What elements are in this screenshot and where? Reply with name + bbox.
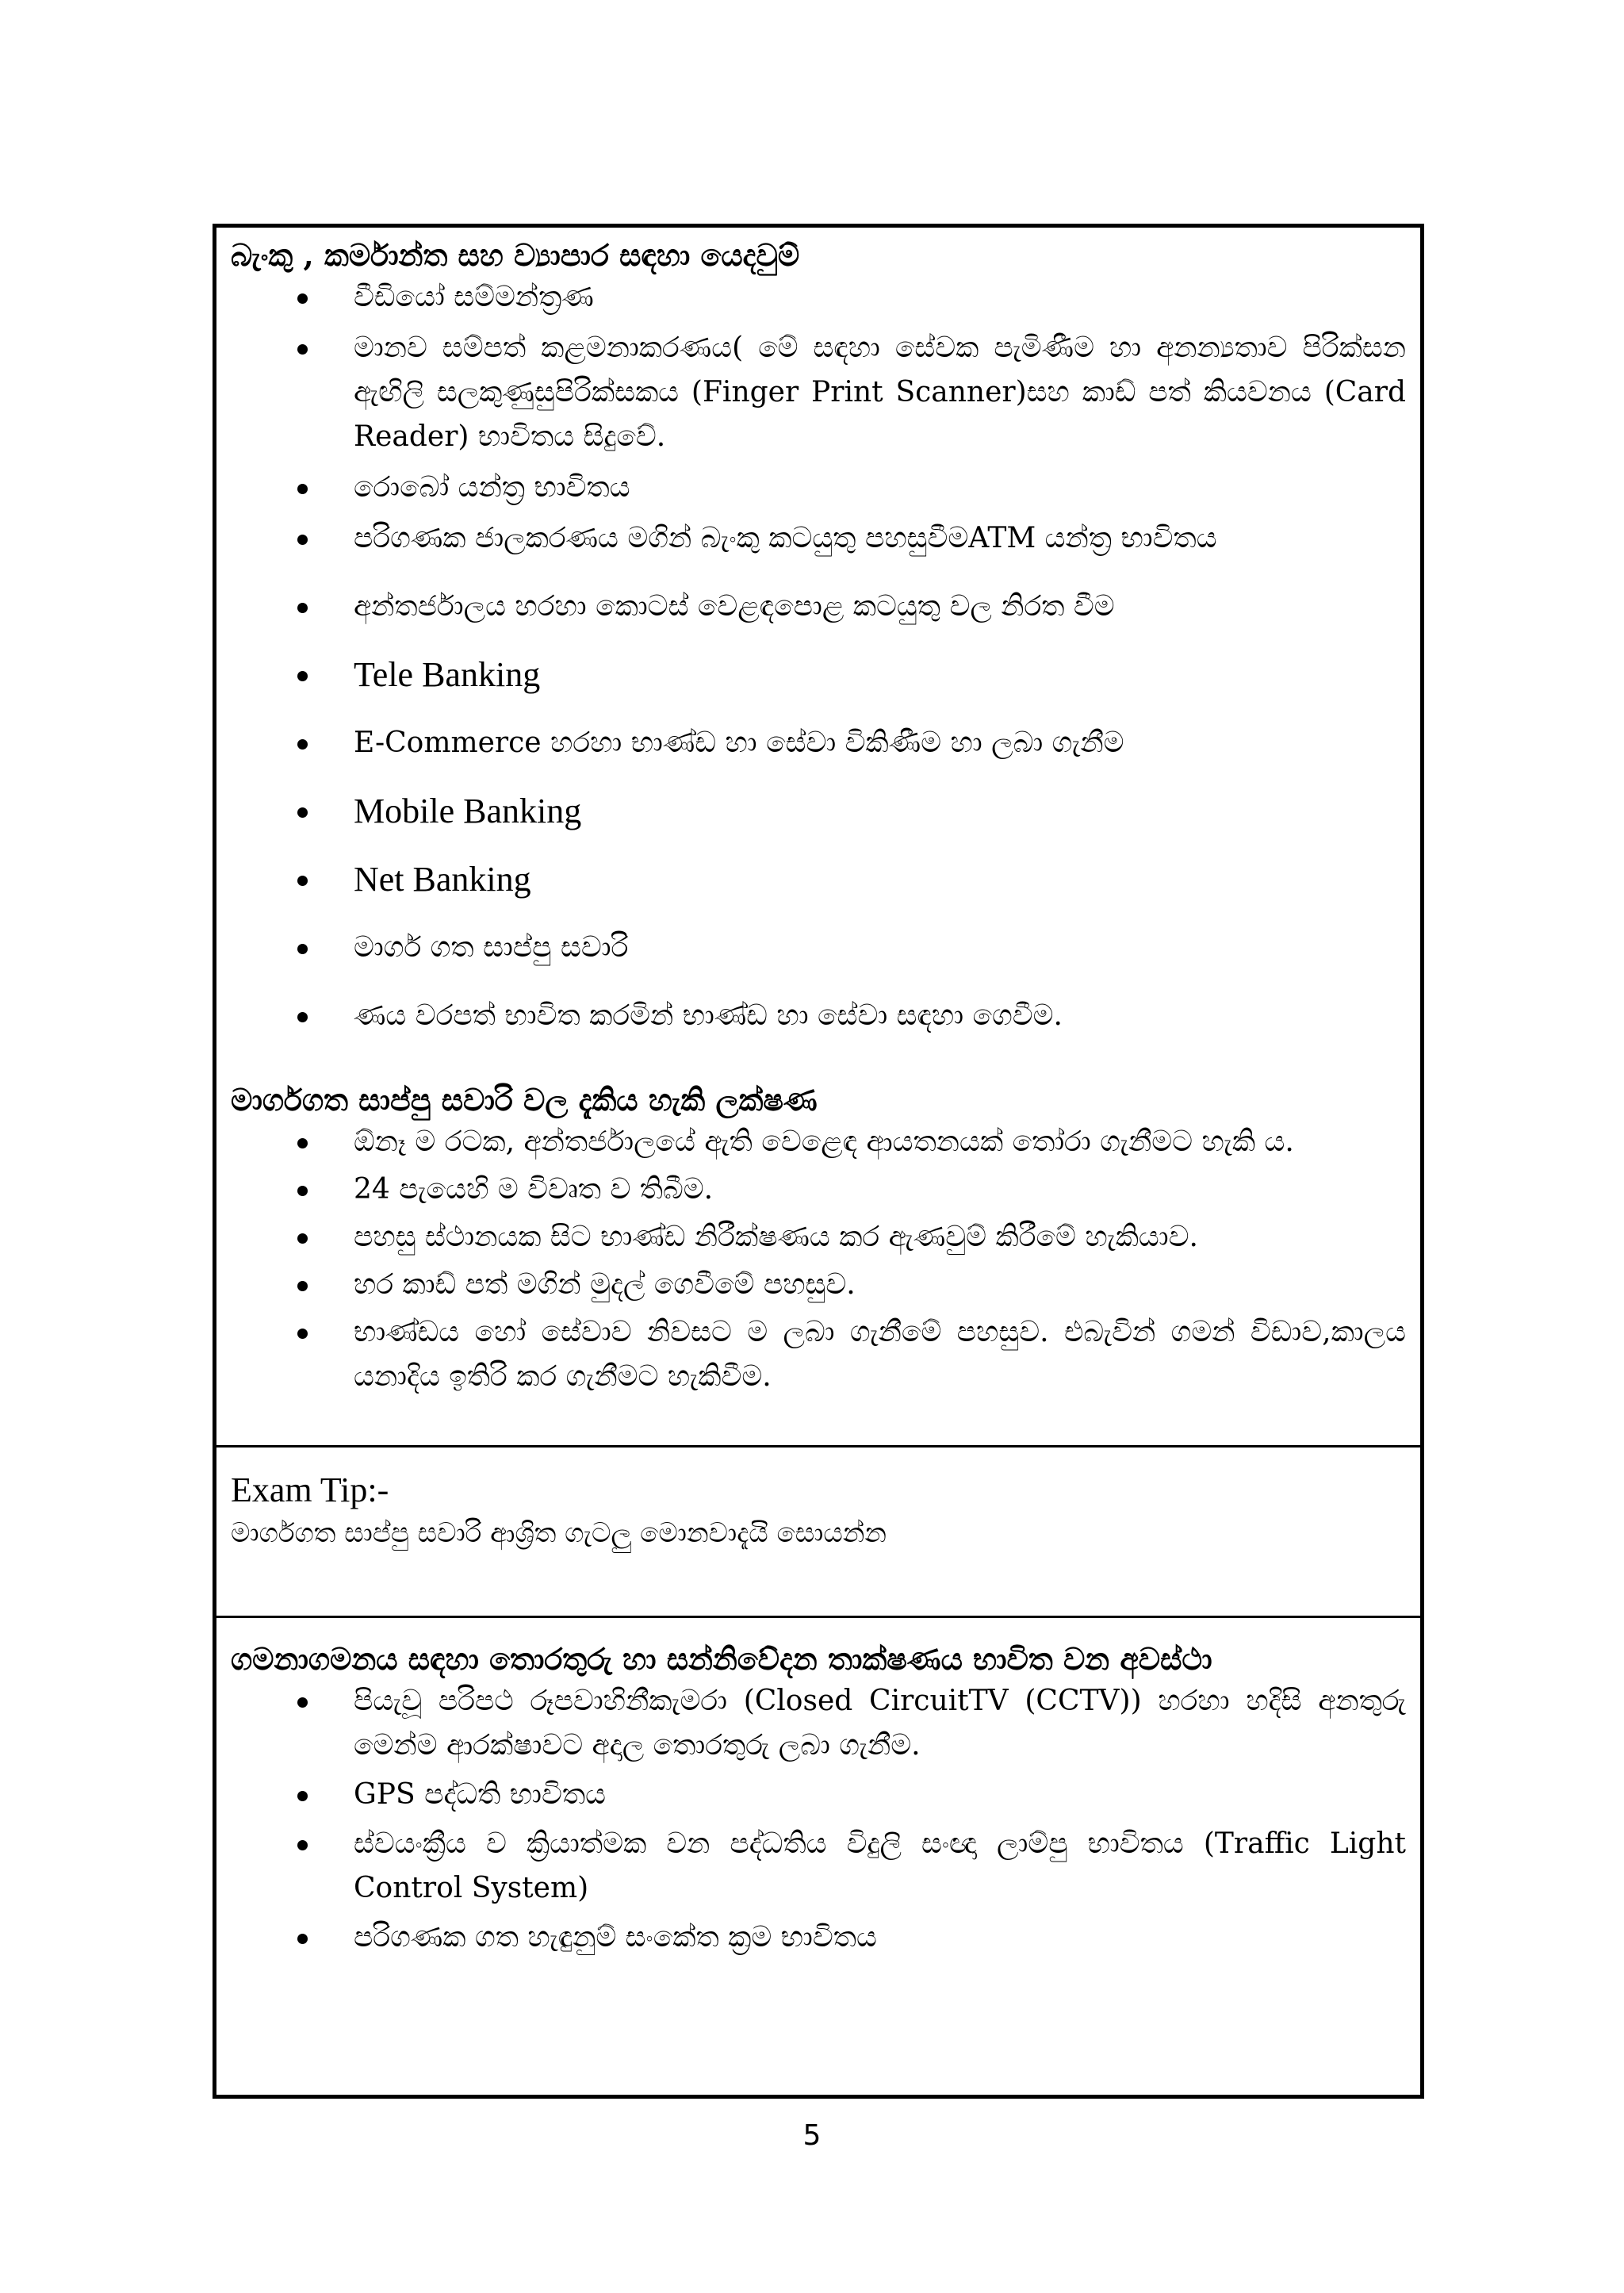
bullet-list xyxy=(231,275,1406,1038)
bullet-icon xyxy=(297,1281,308,1291)
bullet-icon xyxy=(297,603,308,613)
bullet-icon xyxy=(297,739,308,750)
list-item: ස්වයංක්‍රීය ව ක්‍රියාත්මක වන පද්ධතිය විදුලි සංඥා ලාම්පු භාවිතය (Traffic Light Control System) xyxy=(231,1822,1406,1911)
bullet-icon xyxy=(297,1697,308,1708)
bullet-icon xyxy=(297,876,308,886)
list-item: අන්තර්ජාලය හරහා කොටස් වෙළඳපොළ කටයුතු වල නිරත වීම xyxy=(231,585,1406,629)
bullet-icon xyxy=(297,344,308,355)
exam-tip-text: මාර්ගගත සාප්පු සවාරි ආශ්‍රිත ගැටලු මොනවාදැයි සොයන්න xyxy=(231,1517,887,1549)
bullet-icon xyxy=(297,1791,308,1801)
content-frame xyxy=(213,224,1424,2099)
list-item: පහසු ස්ථානයක සිට භාණ්ඩ නිරීක්ෂණය කර ඇණවුම් කිරීමේ හැකියාව. xyxy=(231,1215,1406,1260)
bullet-icon xyxy=(297,1138,308,1148)
page-number: 5 xyxy=(802,2119,822,2152)
bullet-icon xyxy=(297,1840,308,1850)
list-item: භාණ්ඩය හෝ සේවාව නිවසට ම ලබා ගැනීමේ පහසුව. එබැවින් ගමන් විඩාව,කාලය යනාදිය ඉතිරි කර ගැනීමට හැකිවීම. xyxy=(231,1310,1406,1399)
section-heading: බැංකු , කර්මාන්ත සහ ව්‍යාපාර සඳහා යෙදවුම් xyxy=(231,237,800,273)
bullet-icon xyxy=(297,1186,308,1196)
list-item: මානව සම්පත් කළමනාකරණය( මේ සඳහා සේවක පැමිණීම හා අනන්‍යතාව පිරික්සන ඇඟිලි සලකුණුසුපිරික්සකය (Finger Print Scanner)සහ කාඩ් පත් කියවනය (Card Reader) භාවිතය සිදුවේ. xyxy=(231,326,1406,459)
bullet-icon xyxy=(297,1329,308,1339)
list-item: Tele Banking xyxy=(231,653,1406,697)
exam-tip-title: Exam Tip:- xyxy=(231,1471,389,1509)
bullet-icon xyxy=(297,1233,308,1244)
exam-tip-box xyxy=(216,1445,1420,1618)
list-item: පියැවූ පරිපථ රූපවාහිනීකැමරා (Closed CircuitTV (CCTV)) හරහා හදිසි අනතුරු මෙන්ම ආරක්ෂාවට අදාල තොරතුරු ලබා ගැනීම. xyxy=(231,1679,1406,1768)
bullet-icon xyxy=(297,1012,308,1022)
bullet-list xyxy=(231,1120,1406,1399)
bullet-icon xyxy=(297,807,308,818)
bullet-icon xyxy=(297,535,308,545)
list-item: හර කාඩ් පත් මගින් මුදල් ගෙවීමේ පහසුව. xyxy=(231,1263,1406,1307)
section-banking xyxy=(231,236,1406,1045)
section-transport xyxy=(231,1639,1406,1965)
bullet-icon xyxy=(297,944,308,954)
list-item: Mobile Banking xyxy=(231,789,1406,834)
list-item: ණය වරපත් භාවිත කරමින් භාණ්ඩ හා සේවා සඳහා ගෙවීම. xyxy=(231,994,1406,1038)
list-item: 24 පැයෙහි ම විවෘත ව තිබීම. xyxy=(231,1168,1406,1212)
list-item: රොබෝ යන්ත්‍ර භාවිතය xyxy=(231,466,1406,510)
list-item: ඕනෑ ම රටක, අන්තර්ජාලයේ ඇති වෙළෙඳ ආයතනයක් තෝරා ගැනීමට හැකි ය. xyxy=(231,1120,1406,1164)
list-item: පරිගණක ගත හැඳුනුම් සංකේත ක්‍රම භාවිතය xyxy=(231,1915,1406,1960)
list-item: Net Banking xyxy=(231,857,1406,902)
list-item: GPS පද්ධති භාවිතය xyxy=(231,1773,1406,1817)
list-item: E-Commerce හරහා භාණ්ඩ හා සේවා විකිණීම හා ලබා ගැනීම xyxy=(231,721,1406,765)
section-heading: ගමනාගමනය සඳහා තොරතුරු හා සන්නිවේදන තාක්ෂණය භාවිත වන අවස්ථා xyxy=(231,1641,1212,1677)
list-item: මාර්ග ගත සාප්පු සවාරි xyxy=(231,926,1406,970)
bullet-icon xyxy=(297,1934,308,1944)
section-heading: මාර්ගගත සාප්පු සවාරි වල දැකිය හැකි ලක්ෂණ xyxy=(231,1082,818,1118)
bullet-icon xyxy=(297,671,308,681)
list-item: වීඩියෝ සම්මන්ත්‍රණ xyxy=(231,275,1406,320)
bullet-icon xyxy=(297,293,308,304)
list-item: පරිගණක ජාලකරණය මගින් බැංකු කටයුතු පහසුවීමATM යන්ත්‍ර භාවිතය xyxy=(231,516,1406,561)
bullet-list xyxy=(231,1679,1406,1960)
section-online-shopping xyxy=(231,1080,1406,1402)
bullet-icon xyxy=(297,484,308,494)
